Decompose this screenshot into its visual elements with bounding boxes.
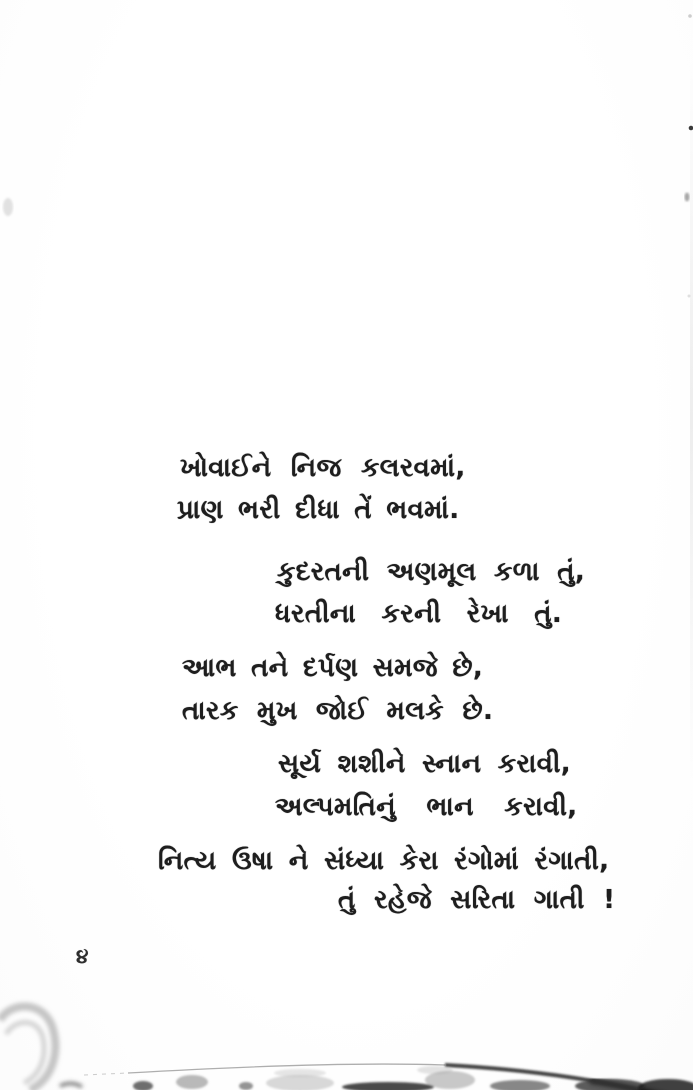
poem-line: સૂર્ય શશીને સ્નાન કરાવી, — [278, 749, 572, 779]
poem-line: કુદરતની અણમૂલ કળા તું, — [277, 557, 586, 587]
poem-line: ખોવાઈને નિજ કલરવમાં, — [180, 453, 466, 483]
poem-line: તું રહેજે સરિતા ગાતી ! — [338, 885, 616, 915]
poem-line: અલ્પમતિનું ભાન કરાવી, — [275, 792, 578, 822]
poem-line: નિત્ય ઉષા ને સંધ્યા કેરા રંગોમાં રંગાતી, — [158, 846, 610, 876]
page-number: ૪ — [76, 944, 89, 968]
poem-line: પ્રાણ ભરી દીધા તેં ભવમાં. — [177, 495, 460, 525]
poem-line: ધરતીના કરની રેખા તું. — [275, 599, 563, 629]
poem-line: તારક મુખ જોઈ મલકે છે. — [182, 696, 494, 726]
poem-line: આભ તને દર્પણ સમજે છે, — [182, 653, 484, 683]
